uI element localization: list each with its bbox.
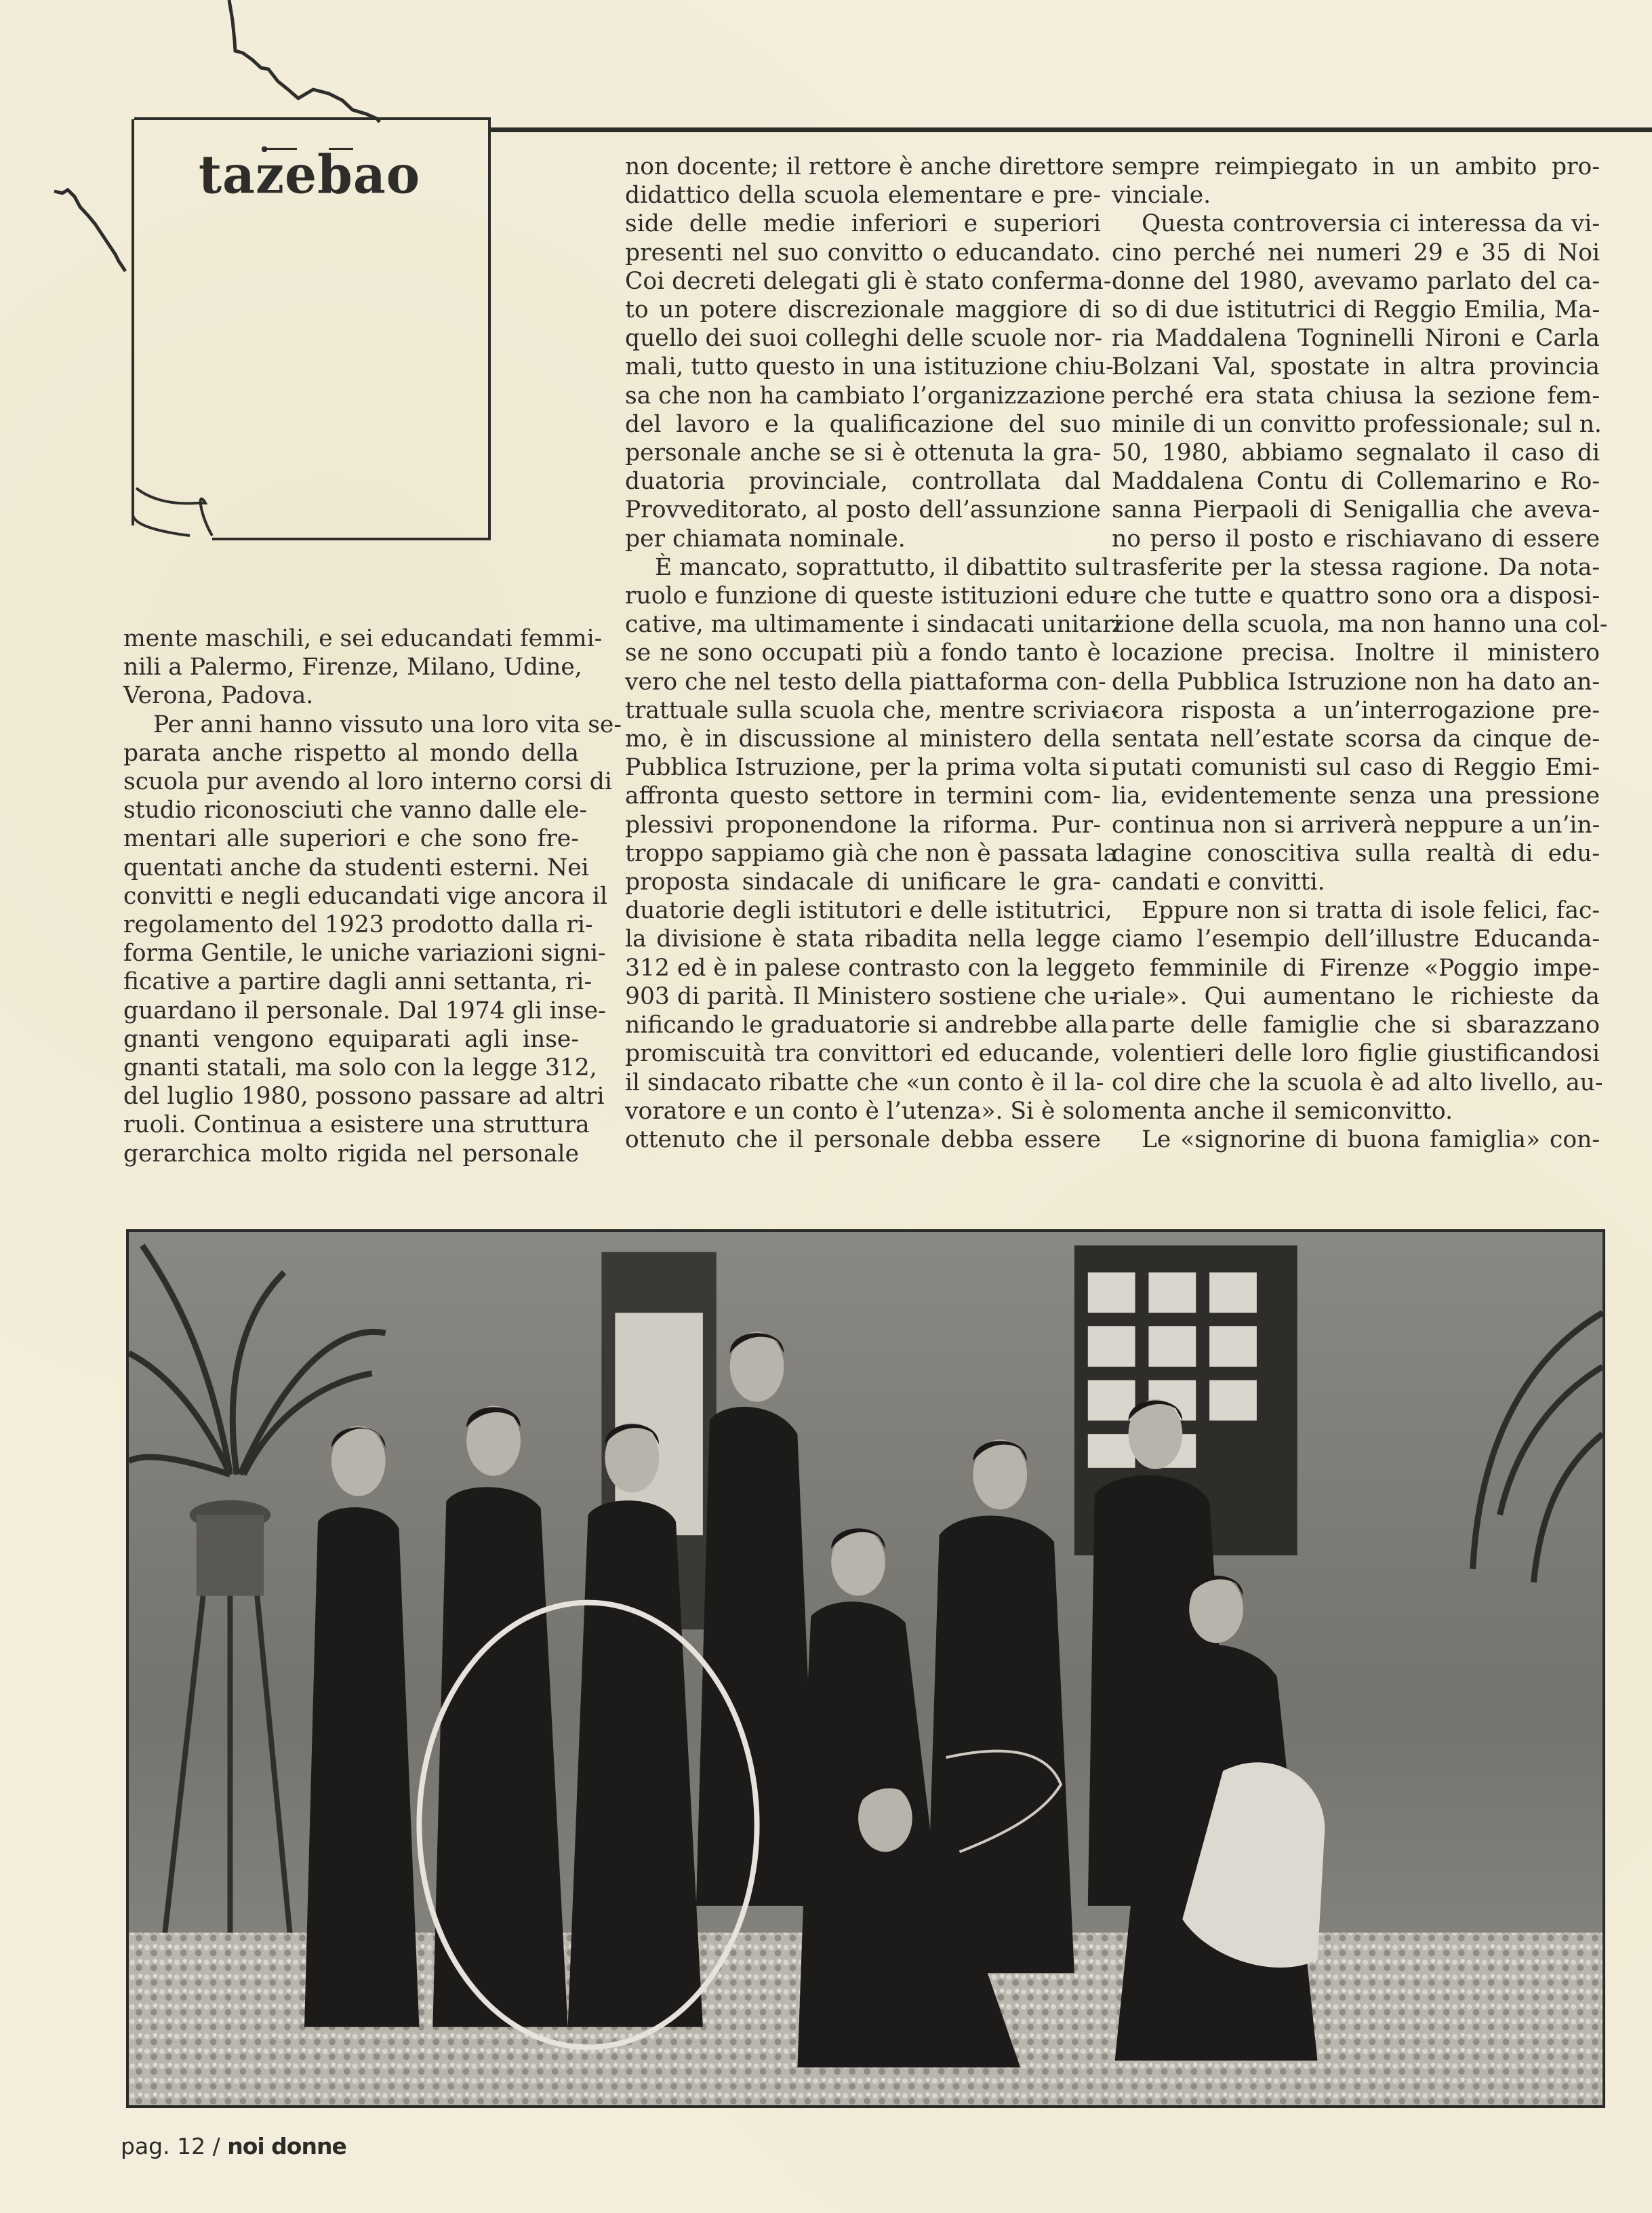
text-line: scuola pur avendo al loro interno corsi di <box>123 768 612 796</box>
text-line: re che tutte e quattro sono ora a disposi- <box>1112 582 1600 610</box>
text-line: Per anni hanno vissuto una loro vita se- <box>153 711 622 738</box>
page-footer <box>121 2133 346 2159</box>
text-line: donne del 1980, avevamo parlato del ca- <box>1112 267 1600 295</box>
text-line: la divisione è stata ribadita nella legge <box>625 925 1101 953</box>
text-line: È mancato, soprattutto, il dibattito sul <box>655 553 1110 581</box>
text-line: perché era stata chiusa la sezione fem- <box>1112 382 1600 410</box>
text-line: mente maschili, e sei educandati femmi- <box>123 625 603 652</box>
text-line: Questa controversia ci interessa da vi- <box>1142 210 1600 238</box>
text-line: no perso il posto e rischiavano di essere <box>1112 525 1600 553</box>
text-line: ria Maddalena Togninelli Nironi e Carla <box>1112 325 1600 353</box>
text-line: to femminile di Firenze «Poggio impe- <box>1112 954 1600 982</box>
text-line: cino perché nei numeri 29 e 35 di Noi <box>1112 239 1600 266</box>
article-column-left <box>123 624 622 1168</box>
text-line: cora risposta a un’interrogazione pre- <box>1112 696 1600 724</box>
text-line: sentata nell’estate scorsa da cinque de- <box>1112 725 1600 753</box>
text-line: 903 di parità. Il Ministero sostiene che u- <box>625 982 1116 1010</box>
text-line: 50, 1980, abbiamo segnalato il caso di <box>1112 439 1600 467</box>
article-paragraph <box>1112 210 1608 896</box>
historical-group-photo <box>126 1229 1605 2108</box>
text-line: Maddalena Contu di Collemarino e Ro- <box>1112 468 1600 496</box>
article-paragraph <box>625 553 1121 1154</box>
text-line: duatorie degli istitutori e delle istitutrici, <box>625 897 1112 925</box>
text-line: sanna Pierpaoli di Senigallia che aveva- <box>1112 496 1600 524</box>
text-line: sa che non ha cambiato l’organizzazione <box>625 382 1106 410</box>
text-line: studio riconosciuti che vanno dalle ele- <box>123 797 588 824</box>
text-line: volentieri delle loro figlie giustificandosi <box>1112 1040 1600 1068</box>
section-logo: tazebao <box>198 144 421 206</box>
text-line: ficative a partire dagli anni settanta, ri- <box>123 968 592 996</box>
text-line: Bolzani Val, spostate in altra provincia <box>1112 353 1600 381</box>
header-rule <box>490 127 1652 132</box>
text-line: gnanti vengono equiparati agli inse- <box>123 1025 579 1053</box>
article-paragraph <box>123 711 622 1168</box>
text-line: Le «signorine di buona famiglia» con- <box>1142 1125 1600 1153</box>
text-line: Pubblica Istruzione, per la prima volta si <box>625 754 1108 782</box>
text-line: menta anche il semiconvitto. <box>1112 1097 1453 1125</box>
publication-name: noi donne <box>227 2133 346 2159</box>
text-line: ruoli. Continua a esistere una struttura <box>123 1111 590 1139</box>
text-line: regolamento del 1923 prodotto dalla ri- <box>123 911 593 939</box>
article-column-right <box>1112 153 1608 1154</box>
text-line: del lavoro e la qualificazione del suo <box>625 410 1101 438</box>
text-line: convitti e negli educandati vige ancora il <box>123 882 608 910</box>
text-line: didattico della scuola elementare e pre- <box>625 182 1101 210</box>
text-line: col dire che la scuola è ad alto livello, au- <box>1112 1069 1603 1096</box>
article-paragraph <box>1112 896 1603 1125</box>
text-line: se ne sono occupati più a fondo tanto è <box>625 639 1101 667</box>
text-line: riale». Qui aumentano le richieste da <box>1112 982 1600 1010</box>
text-line: parte delle famiglie che si sbarazzano <box>1112 1012 1600 1039</box>
text-line: 312 ed è in palese contrasto con la legge <box>625 954 1112 982</box>
text-line: vero che nel testo della piattaforma con- <box>625 668 1106 696</box>
text-line: Verona, Padova. <box>123 682 314 710</box>
text-line: quello dei suoi colleghi delle scuole nor- <box>625 325 1103 353</box>
text-line: so di due istitutrici di Reggio Emilia, Ma- <box>1112 296 1600 324</box>
article-paragraph <box>123 624 603 711</box>
text-line: gnanti statali, ma solo con la legge 312, <box>123 1054 597 1082</box>
text-line: ruolo e funzione di queste istituzioni edu- <box>625 582 1118 610</box>
text-line: plessivi proponendone la riforma. Pur- <box>625 811 1101 839</box>
text-line: il sindacato ribatte che «un conto è il la- <box>625 1069 1104 1096</box>
text-line: trattuale sulla scuola che, mentre scrivia- <box>625 696 1119 724</box>
text-line: putati comunisti sul caso di Reggio Emi- <box>1112 754 1600 782</box>
text-line: affronta questo settore in termini com- <box>625 782 1101 810</box>
text-line: duatoria provinciale, controllata dal <box>625 468 1101 496</box>
text-line: locazione precisa. Inoltre il ministero <box>1112 639 1600 667</box>
text-line: guardano il personale. Dal 1974 gli inse- <box>123 997 606 1024</box>
text-line: nificando le graduatorie si andrebbe alla <box>625 1012 1108 1039</box>
text-line: per chiamata nominale. <box>625 525 906 553</box>
text-line: gerarchica molto rigida nel personale <box>123 1140 579 1168</box>
text-line: promiscuità tra convittori ed educande, <box>625 1040 1101 1068</box>
text-line: cative, ma ultimamente i sindacati unitari <box>625 611 1121 639</box>
text-line: candati e convitti. <box>1112 869 1325 896</box>
text-line: minile di un convitto professionale; sul n. <box>1112 410 1602 438</box>
text-line: quentati anche da studenti esterni. Nei <box>123 854 589 881</box>
text-line: ciamo l’esempio dell’illustre Educanda- <box>1112 925 1600 953</box>
text-line: vinciale. <box>1112 182 1211 210</box>
article-paragraph <box>1112 1125 1600 1154</box>
text-line: presenti nel suo convitto o educandato. <box>625 239 1101 266</box>
text-line: Coi decreti delegati gli è stato conferma- <box>625 267 1112 295</box>
text-line: continua non si arriverà neppure a un’in- <box>1112 811 1600 839</box>
text-line: Eppure non si tratta di isole felici, fac- <box>1142 897 1600 925</box>
section-logo-box <box>131 117 488 538</box>
text-line: side delle medie inferiori e superiori <box>625 210 1101 238</box>
text-line: troppo sappiamo già che non è passata la <box>625 839 1118 867</box>
text-line: sempre reimpiegato in un ambito pro- <box>1112 153 1600 180</box>
text-line: mo, è in discussione al ministero della <box>625 725 1101 753</box>
article-paragraph <box>1112 153 1600 210</box>
text-line: mali, tutto questo in una istituzione chiu- <box>625 353 1114 381</box>
text-line: lia, evidentemente senza una pressione <box>1112 782 1600 810</box>
text-line: voratore e un conto è l’utenza». Si è solo <box>625 1097 1110 1125</box>
text-line: ottenuto che il personale debba essere <box>625 1125 1101 1153</box>
page-number: pag. 12 / <box>121 2133 220 2159</box>
text-line: parata anche rispetto al mondo della <box>123 739 579 767</box>
text-line: della Pubblica Istruzione non ha dato an- <box>1112 668 1600 696</box>
text-line: to un potere discrezionale maggiore di <box>625 296 1101 324</box>
text-line: mentari alle superiori e che sono fre- <box>123 825 579 853</box>
text-line: proposta sindacale di unificare le gra- <box>625 869 1101 896</box>
text-line: forma Gentile, le uniche variazioni signi- <box>123 940 606 968</box>
text-line: non docente; il rettore è anche direttore <box>625 153 1104 180</box>
text-line: dagine conoscitiva sulla realtà di edu- <box>1112 839 1600 867</box>
photo-illustration <box>129 1232 1603 2105</box>
text-line: nili a Palermo, Firenze, Milano, Udine, <box>123 654 582 681</box>
article-paragraph <box>625 153 1114 553</box>
text-line: trasferite per la stessa ragione. Da nota- <box>1112 553 1600 581</box>
article-column-middle <box>625 153 1121 1154</box>
text-line: Provveditorato, al posto dell’assunzione <box>625 496 1101 524</box>
text-line: personale anche se si è ottenuta la gra- <box>625 439 1101 467</box>
text-line: zione della scuola, ma non hanno una col- <box>1112 611 1608 639</box>
text-line: del luglio 1980, possono passare ad altri <box>123 1083 605 1111</box>
